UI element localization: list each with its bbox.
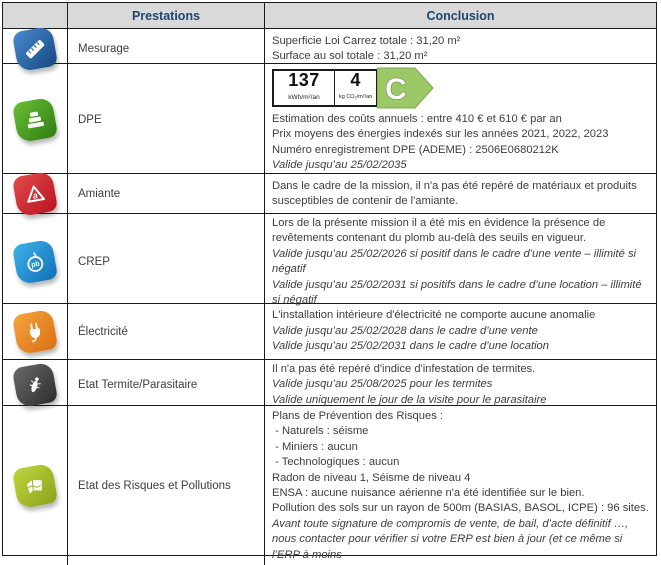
row-risques <box>3 406 656 561</box>
dpe-co2-section <box>334 71 376 105</box>
termite-label: Etat Termite/Parasitaire <box>68 360 265 410</box>
energy-bars-icon <box>12 97 58 143</box>
dpe-co2-unit: kg CO₂/m²/an <box>339 94 373 101</box>
dpe-icon-cell <box>3 64 68 176</box>
dpe-energy-section <box>274 71 334 105</box>
conclusion-paragraph: Valide jusqu’au 25/02/2028 dans le cadre d’une vente <box>272 324 538 337</box>
asbestos-warning-icon <box>12 171 58 217</box>
dpe-energy-label <box>272 67 650 109</box>
risques-label: Etat des Risques et Pollutions <box>68 406 265 565</box>
amiante-conclusion <box>265 174 656 214</box>
map-risks-icon <box>12 462 58 508</box>
dpe-class-arrow <box>377 67 434 109</box>
header-conclusion-label: Conclusion <box>426 8 495 23</box>
conclusion-paragraph: Valide jusqu’au 25/02/2026 si positif dans le cadre d’une vente – illimité si négatif <box>272 247 640 276</box>
plug-icon <box>12 308 58 354</box>
conclusion-paragraph: ENSA : aucune nuisance aérienne n'a été identifiée sur le bien. <box>272 487 585 500</box>
conclusion-paragraph: Il n'a pas été repéré d'indice d'infestation de termites. <box>272 363 536 375</box>
row-mesurage <box>3 29 656 64</box>
conclusion-paragraph: L'installation intérieure d'électricité ne comporte aucune anomalie <box>272 309 596 322</box>
svg-text:pb: pb <box>30 260 41 270</box>
amiante-label: Amiante <box>68 174 265 214</box>
table-header-row <box>3 3 656 29</box>
amiante-icon-cell <box>3 174 68 214</box>
conclusion-paragraph: Plans de Prévention des Risques : <box>272 410 444 422</box>
conclusion-paragraph: Valide jusqu’au 25/02/2031 si positifs dans le cadre d’une location – illimité si négatif <box>272 278 645 307</box>
row-amiante <box>3 174 656 214</box>
diagnostics-summary-table <box>2 2 657 561</box>
termite-conclusion <box>265 360 656 410</box>
conclusion-paragraph: Prix moyens des énergies indexés sur les années 2021, 2022, 2023 <box>272 128 609 141</box>
electricite-label: Électricité <box>68 304 265 359</box>
conclusion-paragraph: Valide uniquement le jour de la visite pour le parasitaire <box>272 393 547 406</box>
conclusion-paragraph: - Technologiques : aucun <box>272 456 400 469</box>
conclusion-paragraph: Valide jusqu’au 25/02/2031 dans le cadre d’une location <box>272 340 549 353</box>
conclusion-paragraph: - Miniers : aucun <box>272 440 358 453</box>
termite-icon-cell <box>3 360 68 410</box>
dpe-co2-value: 4 <box>350 70 361 91</box>
mesurage-icon-cell <box>3 29 68 69</box>
mesurage-conclusion <box>265 29 656 69</box>
conclusion-paragraph: Pollution des sols sur un rayon de 500m (BASIAS, BASOL, ICPE) : 96 sites. <box>272 502 649 515</box>
conclusion-paragraph: Valide jusqu’au 25/08/2025 pour les termites <box>272 378 493 391</box>
conclusion-paragraph: Valide jusqu’au 25/02/2035 <box>272 159 407 172</box>
lead-plumb-icon <box>12 239 58 285</box>
conclusion-paragraph: Lors de la présente mission il a été mis en évidence la présence de revêtements contenant du plomb au-delà des seuils en vigueur. <box>272 217 609 245</box>
conclusion-paragraph: Dans le cadre de la mission, il n'a pas été repéré de matériaux et produits susceptibles de contenir de l'amiante. <box>272 179 640 207</box>
dpe-label: DPE <box>68 64 265 176</box>
row-crep <box>3 214 656 307</box>
header-prestations <box>68 3 265 28</box>
conclusion-paragraph: Estimation des coûts annuels : entre 410 € et 610 € par an <box>272 113 562 125</box>
conclusion-paragraph: Numéro enregistrement DPE (ADEME) : 2506E0680212K <box>272 143 559 156</box>
row-dpe <box>3 64 656 174</box>
header-conclusion <box>265 3 656 28</box>
ruler-icon <box>12 26 58 72</box>
svg-text:a: a <box>31 190 39 201</box>
electricite-conclusion <box>265 304 656 359</box>
termite-icon <box>12 362 58 408</box>
row-electricite <box>3 304 656 360</box>
dpe-energy-unit: kWh/m²/an <box>288 94 320 102</box>
dpe-conclusion-text <box>272 112 650 174</box>
crep-icon-cell <box>3 214 68 310</box>
conclusion-paragraph: - Naturels : séisme <box>272 425 369 438</box>
dpe-energy-value: 137 <box>288 70 320 91</box>
dpe-conclusion <box>265 64 656 176</box>
conclusion-paragraph: Superficie Loi Carrez totale : 31,20 m² <box>272 34 461 47</box>
conclusion-paragraph: Avant toute signature de compromis de vente, de bail, d’acte définitif …, nous contacter pour vérifier si votre ERP est bien à jour (et ce même si l’ERP à moins <box>272 517 632 561</box>
row-termite <box>3 360 656 406</box>
risques-conclusion <box>265 406 656 565</box>
dpe-class-letter: C <box>385 73 408 106</box>
risques-icon-cell <box>3 406 68 565</box>
crep-label: CREP <box>68 214 265 310</box>
conclusion-paragraph: Radon de niveau 1, Séisme de niveau 4 <box>272 471 471 484</box>
dpe-values-box <box>272 69 378 107</box>
header-icon-cell <box>3 3 68 28</box>
crep-conclusion <box>265 214 656 310</box>
mesurage-label: Mesurage <box>68 29 265 69</box>
electricite-icon-cell <box>3 304 68 359</box>
header-prestations-label: Prestations <box>131 8 201 23</box>
conclusion-paragraph: Surface au sol totale : 31,20 m² <box>272 50 428 62</box>
